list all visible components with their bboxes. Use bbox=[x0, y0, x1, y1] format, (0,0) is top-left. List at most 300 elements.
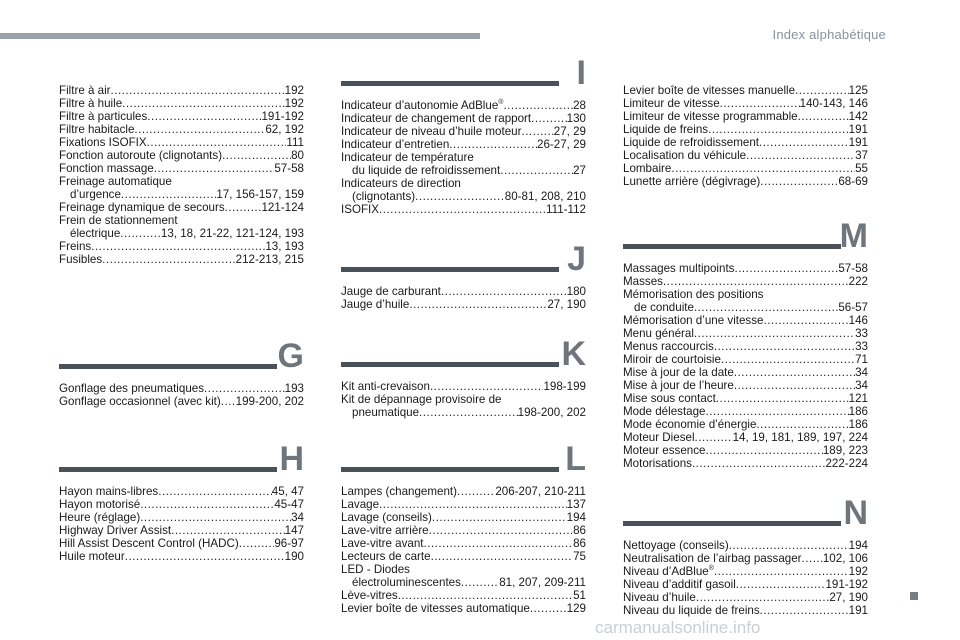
entry-term bbox=[59, 84, 111, 97]
dot-leader bbox=[379, 498, 567, 511]
entry-term-text: Masses bbox=[623, 275, 663, 288]
entry-term bbox=[59, 485, 158, 498]
dot-leader bbox=[760, 604, 849, 617]
dot-leader bbox=[172, 175, 304, 188]
entry-term bbox=[341, 298, 409, 311]
index-entry[interactable] bbox=[59, 511, 304, 524]
entry-term bbox=[59, 162, 154, 175]
section-letter: N bbox=[843, 494, 868, 532]
index-entry[interactable] bbox=[623, 353, 868, 366]
entry-page-numbers: 198-199 bbox=[543, 380, 586, 393]
index-entry[interactable] bbox=[623, 175, 868, 188]
section-divider-bar bbox=[341, 467, 559, 472]
entry-term-text: LED - Diodes bbox=[341, 563, 410, 576]
dot-leader bbox=[720, 97, 800, 110]
entry-term-text: Freinage automatique bbox=[59, 175, 172, 188]
entry-page-numbers: 80 bbox=[291, 149, 304, 162]
index-entry[interactable] bbox=[623, 149, 868, 162]
entry-page-numbers: 33 bbox=[855, 327, 868, 340]
index-entry[interactable] bbox=[341, 524, 586, 537]
entry-term bbox=[59, 498, 140, 511]
dot-leader bbox=[763, 314, 848, 327]
entry-term-text: Niveau d’additif gasoil bbox=[623, 578, 736, 591]
index-entry[interactable] bbox=[59, 498, 304, 511]
entry-page-numbers: 192 bbox=[284, 97, 304, 110]
entry-term bbox=[623, 327, 694, 340]
entry-term bbox=[623, 578, 736, 591]
entry-term-text: Gonflage occasionnel (avec kit) bbox=[59, 395, 221, 408]
entry-term-text: Fusibles bbox=[59, 253, 103, 266]
index-entry[interactable] bbox=[59, 550, 304, 563]
dot-leader bbox=[714, 340, 855, 353]
dot-leader bbox=[410, 563, 586, 576]
entry-term bbox=[70, 227, 120, 240]
index-entry[interactable] bbox=[623, 288, 868, 301]
entry-term bbox=[59, 511, 140, 524]
index-entry[interactable] bbox=[341, 190, 586, 203]
dot-leader bbox=[461, 177, 586, 190]
dot-leader bbox=[430, 380, 544, 393]
entry-page-numbers: 34 bbox=[855, 379, 868, 392]
entry-term bbox=[341, 112, 531, 125]
entry-page-numbers: 27, 190 bbox=[547, 298, 586, 311]
entry-term-text: Mise à jour de la date bbox=[623, 366, 734, 379]
entry-term-text: Massages multipoints bbox=[623, 262, 735, 275]
entry-term-text: Motorisations bbox=[623, 457, 692, 470]
dot-leader bbox=[671, 162, 855, 175]
entry-page-numbers: 27 bbox=[573, 164, 586, 177]
index-section bbox=[341, 485, 586, 615]
dot-leader bbox=[795, 84, 849, 97]
section-divider-bar bbox=[59, 467, 277, 472]
dot-leader bbox=[716, 392, 849, 405]
index-entry[interactable] bbox=[341, 498, 586, 511]
entry-term bbox=[59, 240, 91, 253]
dot-leader bbox=[111, 84, 285, 97]
index-entry[interactable] bbox=[59, 524, 304, 537]
index-entry[interactable] bbox=[341, 511, 586, 524]
entry-term bbox=[623, 418, 756, 431]
entry-term-text: Lavage bbox=[341, 498, 380, 511]
entry-term-text: Mode économie d’énergie bbox=[623, 418, 757, 431]
entry-term bbox=[352, 576, 461, 589]
entry-term-text: Menu général bbox=[623, 327, 694, 340]
entry-term-text: Localisation du véhicule bbox=[623, 149, 747, 162]
dot-leader bbox=[204, 382, 285, 395]
entry-term bbox=[623, 444, 706, 457]
entry-term-text: Lampes (changement) bbox=[341, 485, 457, 498]
index-entry[interactable] bbox=[623, 405, 868, 418]
section-letter: I bbox=[576, 54, 586, 92]
index-entry[interactable] bbox=[623, 565, 868, 578]
entry-term bbox=[341, 524, 429, 537]
section-letter: J bbox=[567, 240, 586, 278]
index-entry[interactable] bbox=[341, 485, 586, 498]
index-entry[interactable] bbox=[623, 578, 868, 591]
index-entry[interactable] bbox=[341, 589, 586, 602]
dot-leader bbox=[802, 552, 823, 565]
entry-term bbox=[341, 498, 379, 511]
index-entry[interactable] bbox=[341, 576, 586, 589]
entry-term-text: Frein de stationnement bbox=[59, 214, 178, 227]
index-section bbox=[341, 99, 586, 216]
dot-leader bbox=[431, 550, 574, 563]
entry-term bbox=[59, 136, 147, 149]
dot-leader bbox=[147, 136, 287, 149]
entry-page-numbers: 86 bbox=[573, 537, 586, 550]
registered-mark: ® bbox=[708, 565, 714, 573]
dot-leader bbox=[134, 123, 265, 136]
index-entry[interactable] bbox=[341, 164, 586, 177]
entry-term bbox=[341, 125, 521, 138]
entry-page-numbers: 75 bbox=[573, 550, 586, 563]
index-entry[interactable] bbox=[59, 136, 304, 149]
entry-term bbox=[59, 537, 239, 550]
entry-term bbox=[623, 314, 763, 327]
index-entry[interactable] bbox=[59, 188, 304, 201]
index-entry[interactable] bbox=[341, 563, 586, 576]
entry-page-numbers: 191 bbox=[848, 136, 868, 149]
dot-leader bbox=[398, 589, 573, 602]
entry-term-text: Lombaire bbox=[623, 162, 672, 175]
entry-page-numbers: 186 bbox=[848, 418, 868, 431]
dot-leader bbox=[502, 393, 587, 406]
entry-term-text: Filtre à air bbox=[59, 84, 111, 97]
dot-leader bbox=[221, 395, 236, 408]
entry-page-numbers: 34 bbox=[855, 366, 868, 379]
entry-term bbox=[341, 151, 474, 164]
index-entry[interactable] bbox=[623, 110, 868, 123]
dot-leader bbox=[696, 591, 829, 604]
index-entry[interactable] bbox=[623, 97, 868, 110]
index-section bbox=[623, 539, 868, 617]
entry-term bbox=[623, 84, 795, 97]
index-entry[interactable] bbox=[59, 537, 304, 550]
entry-term bbox=[623, 97, 720, 110]
index-entry[interactable] bbox=[623, 418, 868, 431]
index-entry[interactable] bbox=[59, 201, 304, 214]
index-entry[interactable] bbox=[623, 379, 868, 392]
entry-term bbox=[59, 110, 147, 123]
entry-term bbox=[59, 214, 178, 227]
index-entry[interactable] bbox=[341, 125, 586, 138]
entry-page-numbers: 102, 106 bbox=[822, 552, 868, 565]
entry-page-numbers: 199-200, 202 bbox=[235, 395, 304, 408]
section-divider-bar bbox=[341, 267, 559, 272]
entry-term-text: Filtre habitacle bbox=[59, 123, 135, 136]
entry-term-text: Filtre à huile bbox=[59, 97, 123, 110]
entry-term bbox=[623, 457, 692, 470]
entry-page-numbers: 62, 192 bbox=[265, 123, 304, 136]
dot-leader bbox=[503, 99, 573, 112]
entry-term bbox=[341, 177, 461, 190]
entry-page-numbers: 189, 223 bbox=[822, 444, 868, 457]
dot-leader bbox=[692, 457, 825, 470]
end-of-page-mark bbox=[910, 592, 918, 600]
entry-page-numbers: 191-192 bbox=[261, 110, 304, 123]
entry-page-numbers: 45, 47 bbox=[271, 485, 304, 498]
index-entry[interactable] bbox=[59, 162, 304, 175]
entry-term bbox=[59, 123, 134, 136]
entry-term bbox=[59, 524, 171, 537]
index-section bbox=[59, 382, 304, 408]
entry-term bbox=[352, 406, 419, 419]
entry-page-numbers: 86 bbox=[573, 524, 586, 537]
section-header-g bbox=[59, 338, 304, 374]
dot-leader bbox=[763, 288, 868, 301]
entry-term-text: Huile moteur bbox=[59, 550, 125, 563]
dot-leader bbox=[432, 511, 567, 524]
index-entry[interactable] bbox=[623, 457, 868, 470]
entry-page-numbers: 130 bbox=[566, 112, 586, 125]
entry-term bbox=[341, 602, 530, 615]
entry-term-text: électroluminescentes bbox=[352, 576, 461, 589]
entry-term bbox=[59, 149, 222, 162]
entry-page-numbers: 192 bbox=[284, 84, 304, 97]
dot-leader bbox=[222, 149, 291, 162]
index-entry[interactable] bbox=[341, 177, 586, 190]
dot-leader bbox=[415, 190, 505, 203]
entry-term bbox=[59, 550, 125, 563]
section-divider-bar bbox=[341, 81, 559, 86]
section-header-l bbox=[341, 441, 586, 477]
index-entry[interactable] bbox=[59, 175, 304, 188]
entry-term bbox=[341, 203, 379, 216]
index-entry[interactable] bbox=[623, 444, 868, 457]
dot-leader bbox=[122, 97, 285, 110]
entry-term-text: Heure (réglage) bbox=[59, 511, 141, 524]
entry-page-numbers: 186 bbox=[848, 405, 868, 418]
entry-term-text: Indicateur d’entretien bbox=[341, 138, 450, 151]
entry-term-text: Lève-vitres bbox=[341, 589, 398, 602]
entry-term-text: Lecteurs de carte bbox=[341, 550, 431, 563]
dot-leader bbox=[760, 175, 838, 188]
index-entry[interactable] bbox=[59, 382, 304, 395]
entry-page-numbers: 194 bbox=[848, 539, 868, 552]
entry-term-text: pneumatique bbox=[352, 406, 420, 419]
entry-term-text: Indicateur de changement de rapport bbox=[341, 112, 532, 125]
index-entry[interactable] bbox=[341, 406, 586, 419]
entry-term-text: Liquide de freins bbox=[623, 123, 709, 136]
entry-term-text: Fonction massage bbox=[59, 162, 154, 175]
entry-term bbox=[352, 190, 415, 203]
index-entry[interactable] bbox=[341, 550, 586, 563]
entry-page-numbers: 57-58 bbox=[838, 262, 868, 275]
entry-term bbox=[59, 382, 204, 395]
entry-term-text: Limiteur de vitesse programmable bbox=[623, 110, 798, 123]
entry-term-text: Freins bbox=[59, 240, 92, 253]
entry-term-text: d’urgence bbox=[70, 188, 121, 201]
section-divider-bar bbox=[341, 362, 559, 367]
index-entry[interactable] bbox=[59, 227, 304, 240]
entry-page-numbers: 146 bbox=[848, 314, 868, 327]
dot-leader bbox=[419, 406, 518, 419]
header-bar bbox=[0, 33, 480, 39]
dot-leader bbox=[154, 162, 275, 175]
entry-term bbox=[623, 175, 760, 188]
section-divider-bar bbox=[623, 521, 841, 526]
entry-term-text: Niveau d’AdBlue bbox=[623, 565, 709, 578]
entry-term-text: Nettoyage (conseils) bbox=[623, 539, 729, 552]
index-entry[interactable] bbox=[341, 380, 586, 393]
entry-term bbox=[634, 301, 694, 314]
index-entry[interactable] bbox=[341, 298, 586, 311]
index-entry[interactable] bbox=[623, 327, 868, 340]
dot-leader bbox=[736, 578, 826, 591]
dot-leader bbox=[706, 444, 823, 457]
entry-term-text: Hayon mains-libres bbox=[59, 485, 159, 498]
entry-term-text: Mémorisation des positions bbox=[623, 288, 764, 301]
entry-term-text: Levier boîte de vitesses manuelle bbox=[623, 84, 796, 97]
entry-term-text: du liquide de refroidissement bbox=[352, 164, 501, 177]
dot-leader bbox=[239, 537, 275, 550]
index-entry[interactable] bbox=[341, 285, 586, 298]
index-entry[interactable] bbox=[623, 301, 868, 314]
dot-leader bbox=[125, 550, 285, 563]
dot-leader bbox=[441, 285, 567, 298]
entry-term bbox=[341, 393, 502, 406]
entry-term-text: de conduite bbox=[634, 301, 694, 314]
entry-term-text: Lunette arrière (dégivrage) bbox=[623, 175, 761, 188]
index-entry[interactable] bbox=[623, 591, 868, 604]
section-header-n bbox=[623, 495, 868, 531]
index-entry[interactable] bbox=[341, 393, 586, 406]
entry-term-text: ISOFIX bbox=[341, 203, 380, 216]
entry-term-text: Highway Driver Assist bbox=[59, 524, 172, 537]
index-entry[interactable] bbox=[341, 203, 586, 216]
entry-page-numbers: 13, 193 bbox=[265, 240, 304, 253]
dot-leader bbox=[158, 485, 272, 498]
entry-term bbox=[341, 550, 431, 563]
entry-term-text: Indicateur d’autonomie AdBlue bbox=[341, 99, 499, 112]
dot-leader bbox=[178, 214, 304, 227]
index-entry[interactable] bbox=[623, 123, 868, 136]
index-entry[interactable] bbox=[623, 392, 868, 405]
entry-page-numbers: 190 bbox=[284, 550, 304, 563]
index-entry[interactable] bbox=[623, 136, 868, 149]
entry-term bbox=[623, 539, 729, 552]
entry-term-text: Kit de dépannage provisoire de bbox=[341, 393, 502, 406]
dot-leader bbox=[734, 366, 855, 379]
entry-term bbox=[623, 405, 706, 418]
entry-page-numbers: 206-207, 210-211 bbox=[495, 485, 586, 498]
dot-leader bbox=[120, 227, 161, 240]
entry-term bbox=[623, 149, 746, 162]
dot-leader bbox=[708, 123, 849, 136]
index-entry[interactable] bbox=[623, 262, 868, 275]
index-entry[interactable] bbox=[623, 431, 868, 444]
entry-term bbox=[341, 285, 441, 298]
section-letter: M bbox=[839, 217, 868, 255]
index-section bbox=[341, 285, 586, 311]
entry-term bbox=[623, 340, 714, 353]
dot-leader bbox=[457, 485, 495, 498]
entry-page-numbers: 33 bbox=[855, 340, 868, 353]
index-entry[interactable] bbox=[341, 99, 586, 112]
entry-term bbox=[623, 565, 714, 578]
index-entry[interactable] bbox=[341, 112, 586, 125]
entry-page-numbers: 191 bbox=[848, 604, 868, 617]
index-entry[interactable] bbox=[59, 485, 304, 498]
entry-term-text: (clignotants) bbox=[352, 190, 416, 203]
section-header-m bbox=[623, 218, 868, 254]
entry-term-text: Freinage dynamique de secours bbox=[59, 201, 225, 214]
entry-page-numbers: 56-57 bbox=[838, 301, 868, 314]
index-entry[interactable] bbox=[623, 604, 868, 617]
entry-term-text: Lave-vitre arrière bbox=[341, 524, 429, 537]
dot-leader bbox=[521, 125, 553, 138]
dot-leader bbox=[694, 327, 855, 340]
entry-page-numbers: 121-124 bbox=[261, 201, 304, 214]
entry-term bbox=[623, 110, 798, 123]
entry-term-text: Neutralisation de l’airbag passager bbox=[623, 552, 802, 565]
entry-term bbox=[341, 537, 424, 550]
entry-page-numbers: 68-69 bbox=[838, 175, 868, 188]
entry-term bbox=[623, 379, 734, 392]
index-entry[interactable] bbox=[59, 149, 304, 162]
index-entry[interactable] bbox=[59, 123, 304, 136]
index-entry[interactable] bbox=[59, 97, 304, 110]
entry-page-numbers: 71 bbox=[855, 353, 868, 366]
index-entry[interactable] bbox=[59, 84, 304, 97]
entry-page-numbers: 222-224 bbox=[825, 457, 868, 470]
index-entry[interactable] bbox=[59, 110, 304, 123]
index-entry[interactable] bbox=[341, 602, 586, 615]
entry-page-numbers: 111 bbox=[286, 136, 304, 149]
entry-term-text: électrique bbox=[70, 227, 121, 240]
index-entry[interactable] bbox=[623, 340, 868, 353]
entry-term bbox=[623, 353, 721, 366]
index-entry[interactable] bbox=[623, 162, 868, 175]
entry-page-numbers: 17, 156-157, 159 bbox=[216, 188, 304, 201]
index-entry[interactable] bbox=[59, 240, 304, 253]
index-entry[interactable] bbox=[59, 253, 304, 266]
index-entry[interactable] bbox=[59, 395, 304, 408]
entry-term bbox=[623, 392, 716, 405]
entry-term bbox=[623, 262, 734, 275]
index-section bbox=[623, 84, 868, 188]
index-entry[interactable] bbox=[341, 138, 586, 151]
entry-term bbox=[341, 99, 503, 112]
index-entry[interactable] bbox=[341, 537, 586, 550]
dot-leader bbox=[140, 511, 291, 524]
index-section bbox=[59, 84, 304, 266]
index-entry[interactable] bbox=[623, 314, 868, 327]
index-entry[interactable] bbox=[59, 214, 304, 227]
dot-leader bbox=[429, 524, 573, 537]
entry-page-numbers: 193 bbox=[284, 382, 304, 395]
index-entry[interactable] bbox=[623, 275, 868, 288]
entry-term bbox=[623, 123, 708, 136]
entry-page-numbers: 26-27, 29 bbox=[537, 138, 586, 151]
entry-term-text: Hayon motorisé bbox=[59, 498, 141, 511]
dot-leader bbox=[474, 151, 586, 164]
entry-page-numbers: 28 bbox=[573, 99, 586, 112]
entry-term bbox=[341, 563, 410, 576]
index-entry[interactable] bbox=[623, 539, 868, 552]
entry-term bbox=[70, 188, 121, 201]
entry-term-text: Lave-vitre avant bbox=[341, 537, 424, 550]
dot-leader bbox=[759, 136, 849, 149]
entry-term bbox=[352, 164, 500, 177]
entry-page-numbers: 96-97 bbox=[274, 537, 304, 550]
index-entry[interactable] bbox=[341, 151, 586, 164]
index-entry[interactable] bbox=[623, 84, 868, 97]
dot-leader bbox=[531, 112, 567, 125]
entry-page-numbers: 80-81, 208, 210 bbox=[504, 190, 586, 203]
index-entry[interactable] bbox=[623, 552, 868, 565]
index-entry[interactable] bbox=[623, 366, 868, 379]
